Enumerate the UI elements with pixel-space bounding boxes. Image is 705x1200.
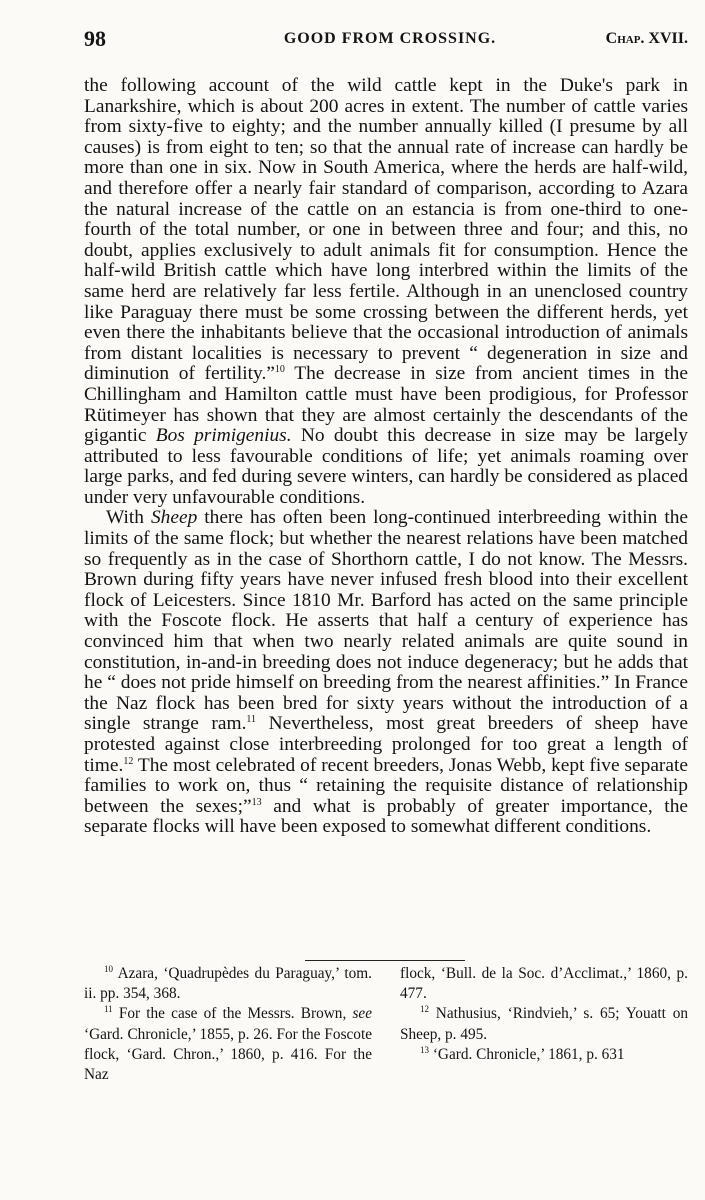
paragraph-text: The most celebrated of recent breeders, Jonas Webb, kept five separate families to work on, thus “ retaining the requisite distance of relationship between the sexes;” — [84, 754, 688, 817]
footnote-13 — [400, 1045, 688, 1065]
paragraph-text: the following account of the wild cattle kept in the Duke's park in Lanarkshire, which is about 200 acres in extent. The number of cattle varies from sixty-five to eighty; and the number annually killed (I presume by all causes) is from eight to ten; so that the annual rate of increase can hardly be more than one in six. Now in South America, where the herds are half-wild, and therefore offer a nearly fair standard of comparison, according to Azara the natural increase of the cattle on an estancia is from one-third to one-fourth of the total number, or one in between three and four; and this, no doubt, applies exclusively to adult animals fit for consumption. Hence the half-wild British cattle which have long interbred within the limits of the same herd are relatively far less fertile. Although in an unenclosed country like Paraguay there must be some crossing between the different herds, yet even there the inhabitants believe that the occasional introduction of animals from distant localities is necessary to prevent “ degeneration in size and diminution of fertility.” — [84, 75, 688, 385]
footnote-divider — [305, 960, 465, 961]
paragraph-text: Nevertheless, most great breeders of sheep have protested against close interbreeding prolonged for too great a length of time. — [84, 713, 688, 776]
footnote-ref-11[interactable]: 11 — [246, 714, 257, 726]
body-text — [84, 76, 688, 838]
paragraph-text: and what is probably of greater importance, the separate flocks will have been exposed to somewhat different conditions. — [84, 795, 688, 838]
footnote-text: flock, ‘Bull. de la Soc. d’Acclimat.,’ 1860, p. 477. — [400, 965, 688, 1003]
footnote-text: Azara, ‘Quadrupèdes du Paraguay,’ tom. ii. pp. 354, 368. — [84, 965, 372, 1003]
running-title: GOOD FROM CROSSING. — [283, 30, 497, 47]
footnote-number: 11 — [104, 1004, 113, 1015]
footnote-10 — [84, 964, 372, 1004]
paragraph-cattle — [84, 76, 688, 508]
footnote-italic: see — [352, 1005, 372, 1023]
italic-species-name: Bos primigenius. — [155, 425, 292, 447]
italic-term: Sheep — [150, 507, 198, 529]
footnote-ref-10[interactable]: 10 — [274, 364, 285, 376]
chapter-label: Chap. XVII. — [605, 30, 688, 47]
paragraph-sheep — [84, 508, 688, 838]
footnote-ref-13[interactable]: 13 — [251, 796, 262, 808]
paragraph-text: No doubt this decrease in size may be largely attributed to less favourable conditions of life; yet animals roaming over large parks, and fed during severe winters, can hardly be considered as placed under very unfavourable conditions. — [84, 425, 688, 508]
footnote-11 — [84, 1004, 372, 1085]
footnote-number: 10 — [104, 964, 113, 974]
footnote-12 — [400, 1004, 688, 1044]
paragraph-text: The decrease in size from ancient times in the Chillingham and Hamilton cattle must have been prodigious, for Professor Rütimeyer has shown that they are almost certainly the descendants of the gigantic — [84, 363, 688, 447]
footnote-text: ‘Gard. Chronicle,’ 1861, p. 631 — [429, 1045, 625, 1063]
page-header — [84, 26, 696, 52]
paragraph-text: With — [106, 507, 151, 529]
footnote-text: For the case of the Messrs. Brown, — [112, 1005, 353, 1023]
footnotes-left-column — [84, 964, 372, 1085]
footnote-ref-12[interactable]: 12 — [123, 755, 134, 767]
footnote-text: Nathusius, ‘Rindvieh,’ s. 65; Youatt on Sheep, p. 495. — [400, 1005, 688, 1043]
footnote-number: 12 — [420, 1004, 429, 1015]
paragraph-text: there has often been long-continued interbreeding within the limits of the same flock; but whether the nearest relations have been matched so frequently as in the case of Shorthorn cattle, I do not know. The Messrs. Brown during fifty years have never infused fresh blood into their excellent flock of Leicesters. Since 1810 Mr. Barford has acted on the same principle with the Foscote flock. He asserts that half a century of experience has convinced him that when two nearly related animals are quite sound in constitution, in-and-in breeding does not induce degeneracy; but he adds that he “ does not pride himself on breeding from the nearest affinities.” In France the Naz flock has been bred for sixty years without the introduction of a single strange ram. — [84, 507, 689, 735]
footnotes-right-column — [400, 964, 688, 1065]
footnote-text: ‘Gard. Chronicle,’ 1855, p. 26. For the Foscote flock, ‘Gard. Chron.,’ 1860, p. 416. For the Naz — [84, 1025, 372, 1084]
footnote-number: 13 — [420, 1044, 429, 1055]
page-number: 98 — [84, 26, 106, 51]
footnote-11-continued — [400, 964, 688, 1004]
